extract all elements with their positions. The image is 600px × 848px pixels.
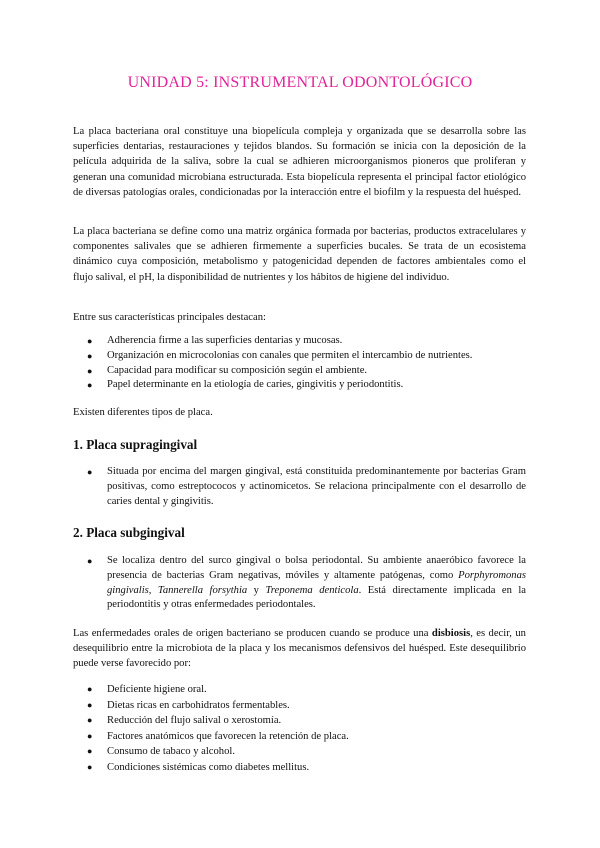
factors-list (73, 682, 526, 776)
list-item: ● Reducción del flujo salival o xerostomía. (73, 713, 526, 729)
subgingival-list (73, 554, 526, 613)
list-item: ● Deficiente higiene oral. (73, 682, 526, 698)
bullet-icon: ● (87, 350, 93, 361)
species-name: Tannerella forsythia (157, 584, 248, 596)
features-list (73, 334, 526, 393)
list-item: ● Situada por encima del margen gingival, está constituida predominantemente por bacterias Gram positivas, como estreptococos y actinomicetos. Se relaciona principalmente con el desarrollo de caries dental y gingivitis. (87, 466, 526, 507)
species-name: Treponema denticola (265, 584, 359, 596)
list-item: ● Dietas ricas en carbohidratos fermentables. (73, 698, 526, 714)
section-heading-subgingival: 2. Placa subgingival (73, 525, 185, 540)
list-item: ● Factores anatómicos que favorecen la retención de placa. (73, 729, 526, 745)
features-intro: Entre sus características principales destacan: (73, 312, 266, 323)
dysbiosis-paragraph: Las enfermedades orales de origen bacteriano se producen cuando se produce una disbiosis, es decir, un desequilibrio entre la microbiota de la placa y los mecanismos defensivos del huésped. Este desequilibrio puede verse favorecido por: (73, 628, 526, 670)
bullet-icon: ● (87, 699, 93, 710)
intro-paragraph: La placa bacteriana oral constituye una biopelícula compleja y organizada que se desarrolla sobre las superficies dentarias, restauraciones y tejidos blandos. Su formación se inicia con la deposición de la película adquirida de la saliva, sobre la cual se adhieren microorganismos pioneros que proliferan y generan una comunidad microbiana estructurada. Esta biopelícula representa el principal factor etiológico de diversas patologías orales, condicionadas por la interacción entre el biofilm y la respuesta del huésped. (73, 126, 526, 198)
dysbiosis-term: disbiosis (431, 628, 471, 639)
page-title: UNIDAD 5: INSTRUMENTAL ODONTOLÓGICO (127, 74, 473, 91)
bullet-icon: ● (87, 467, 93, 477)
list-item: ● Papel determinante en la etiología de caries, gingivitis y periodontitis. (73, 378, 526, 393)
list-item: ● Se localiza dentro del surco gingival o bolsa periodontal. Su ambiente anaeróbico favorece la presencia de bacterias Gram negativas, móviles y altamente patógenas, como Porphyromonas gingivalis, Tannerella forsythia y Treponema denticola. Está directamente implicada en la periodontitis y otras enfermedades periodontales. (87, 555, 527, 611)
bullet-icon: ● (87, 761, 93, 772)
supragingival-list (73, 465, 526, 509)
species-name: Porphyromonas gingivalis (107, 569, 526, 596)
bullet-icon: ● (87, 380, 93, 391)
bullet-icon: ● (87, 715, 93, 726)
list-item: ● Capacidad para modificar su composición según el ambiente. (73, 364, 526, 379)
section-heading-supragingival: 1. Placa supragingival (73, 437, 198, 452)
bullet-icon: ● (87, 336, 93, 346)
types-intro: Existen diferentes tipos de placa. (73, 407, 213, 418)
list-item: ● Adherencia firme a las superficies dentarias y mucosas. (73, 334, 526, 349)
bullet-icon: ● (87, 365, 93, 376)
definition-paragraph: La placa bacteriana se define como una matriz orgánica formada por bacterias, productos extracelulares y componentes salivales que se adhieren firmemente a superficies bucales. Se trata de un ecosistema dinámico cuya composición, metabolismo y patogenicidad dependen de factores ambientales como el flujo salival, el pH, la disponibilidad de nutrientes y los hábitos de higiene del individuo. (73, 226, 526, 283)
bullet-icon: ● (87, 684, 93, 694)
bullet-icon: ● (87, 730, 93, 741)
list-item: ● Condiciones sistémicas como diabetes mellitus. (73, 760, 526, 776)
bullet-icon: ● (87, 556, 93, 566)
bullet-icon: ● (87, 746, 93, 757)
list-item: ● Organización en microcolonias con canales que permiten el intercambio de nutrientes. (73, 349, 526, 364)
list-item: ● Consumo de tabaco y alcohol. (73, 744, 526, 760)
